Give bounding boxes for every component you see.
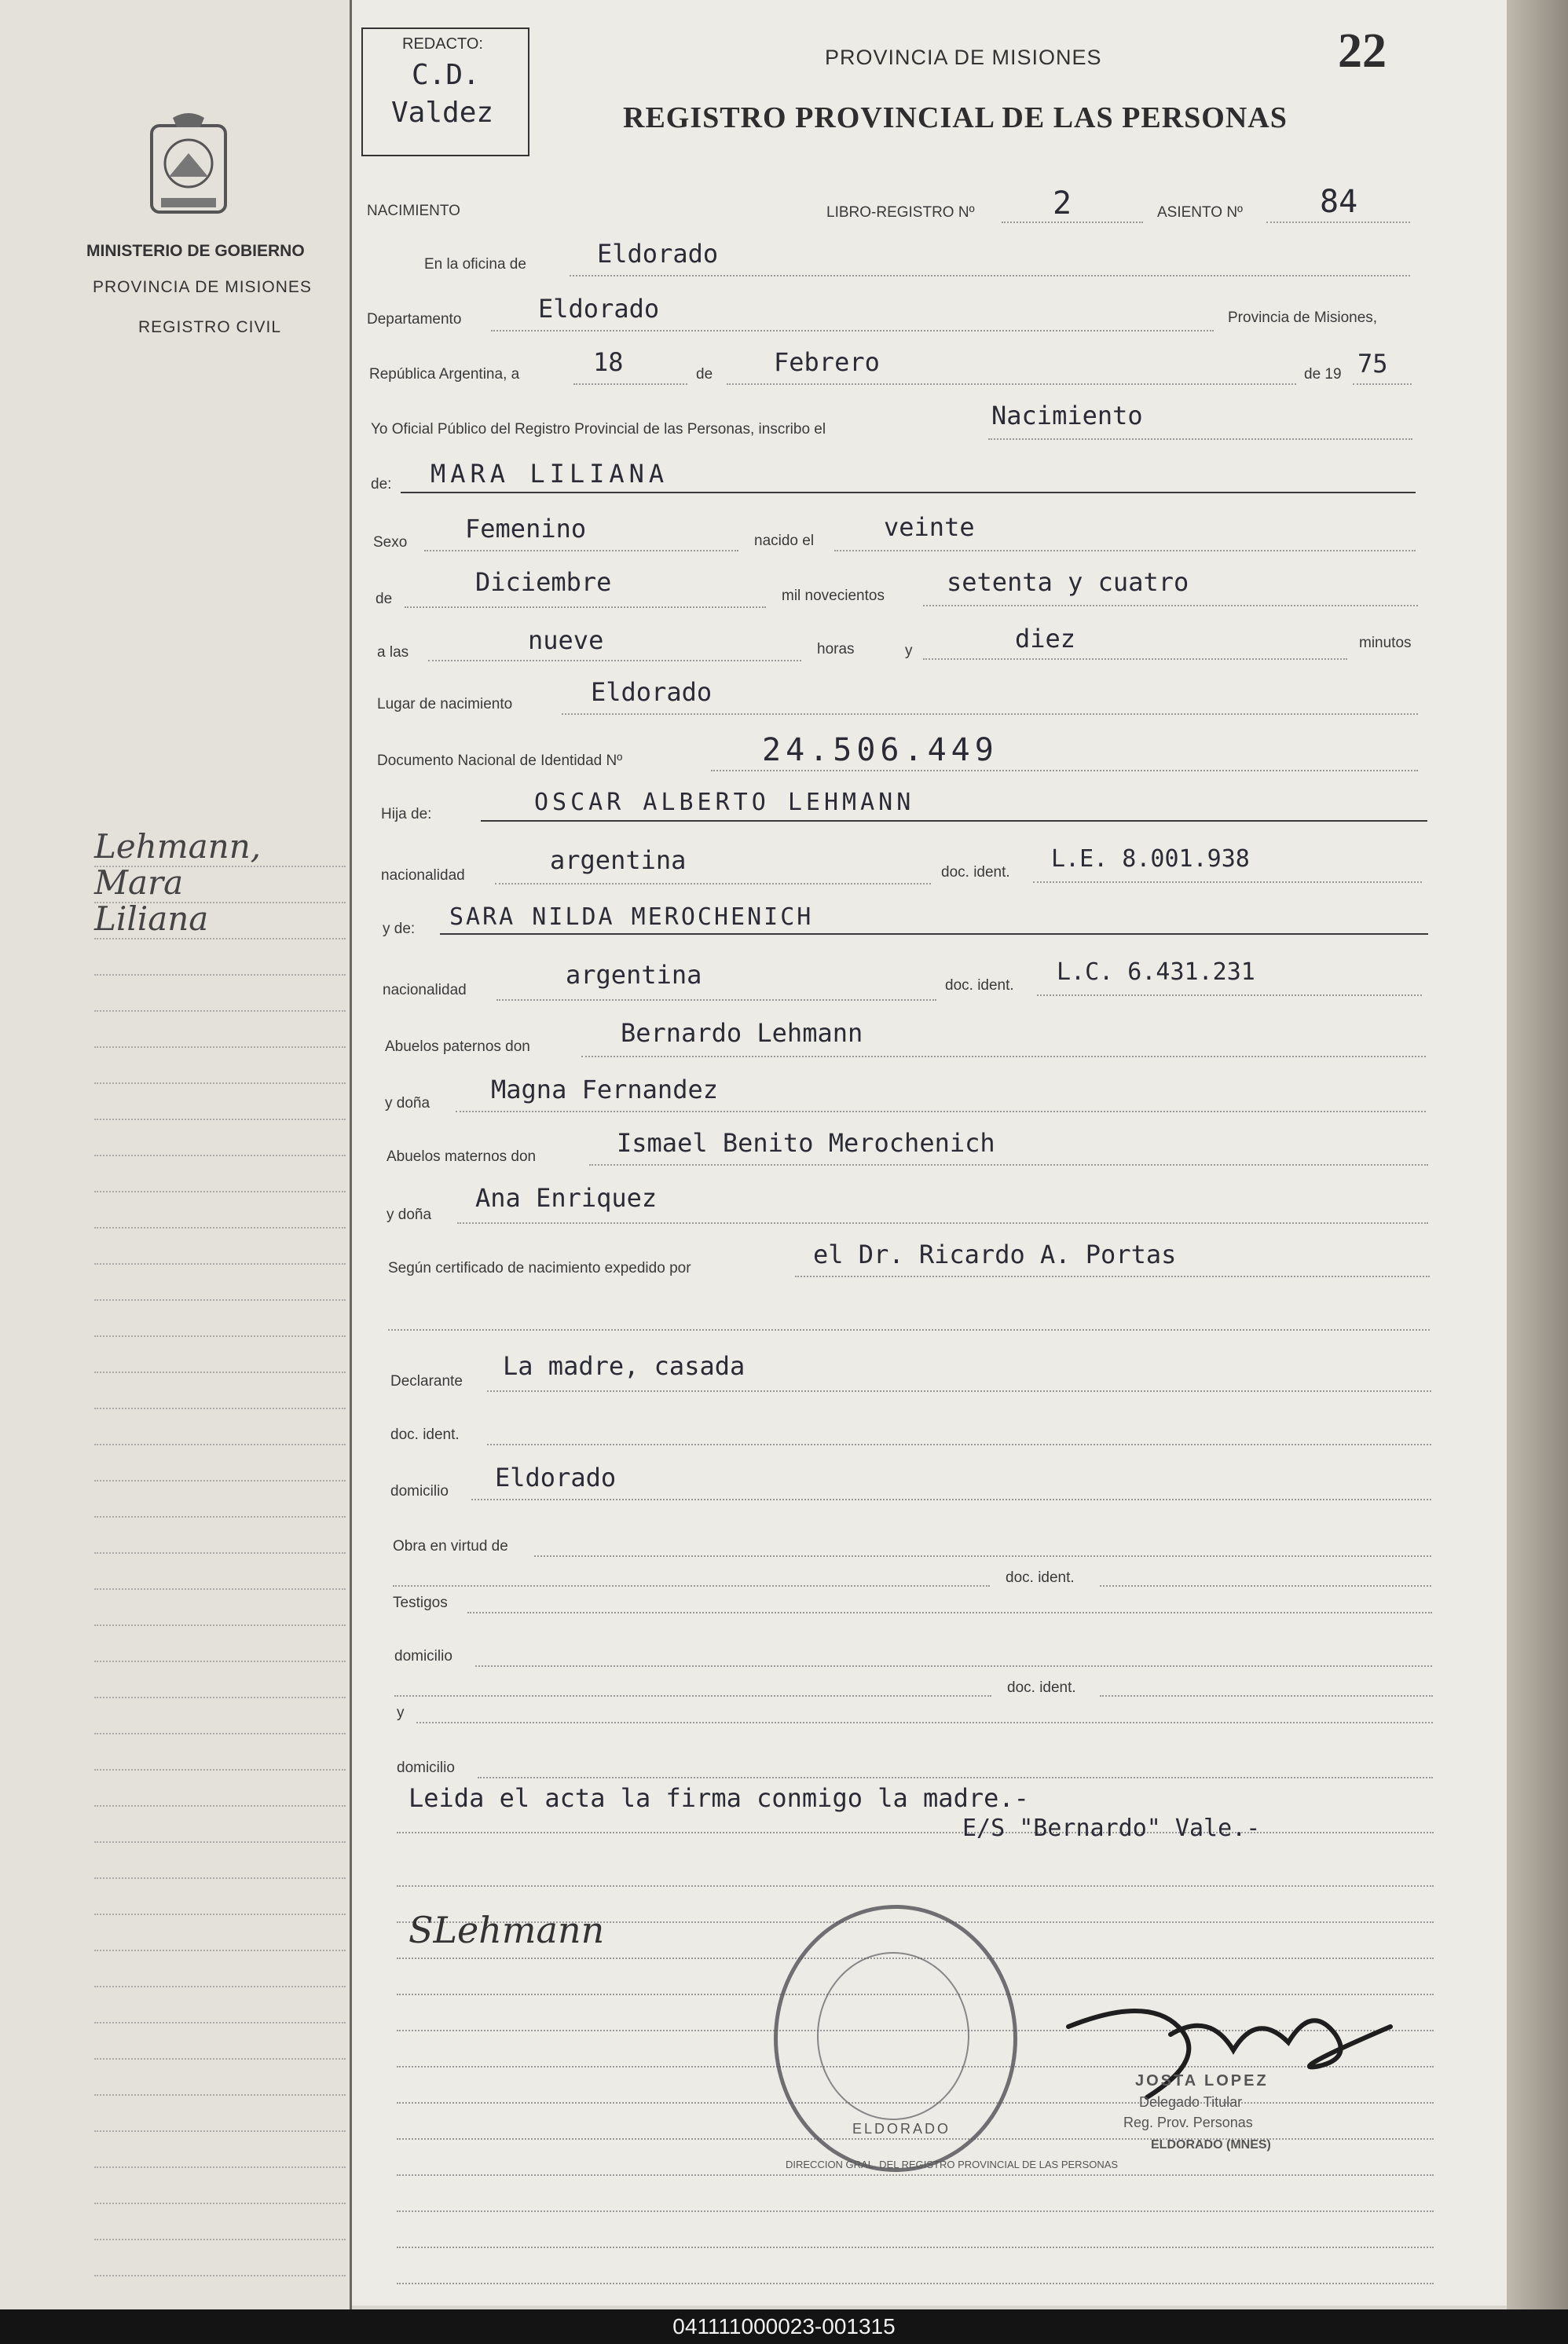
asiento-value: 84 <box>1320 184 1358 220</box>
image-code-footer: 041111000023-001315 <box>0 2309 1568 2344</box>
dotted-line <box>1100 1695 1433 1697</box>
docident-3-label: doc. ident. <box>1007 1679 1076 1696</box>
dotted-line <box>394 1695 991 1697</box>
margin-ruled-line <box>94 2094 346 2096</box>
margin-ruled-line <box>94 1661 346 1662</box>
margin-note-name <box>94 829 261 937</box>
oficial-text: Yo Oficial Público del Registro Provincial de las Personas, inscribo el <box>371 421 826 438</box>
domicilio-3-label: domicilio <box>397 1760 455 1776</box>
margin-ruled-line <box>94 1227 346 1229</box>
redacto-box <box>361 27 529 156</box>
province-heading: PROVINCIA DE MISIONES <box>825 46 1102 69</box>
stamp-place: ELDORADO <box>852 2121 951 2137</box>
departamento-value: Eldorado <box>538 294 660 324</box>
abuelo-paterno: Bernardo Lehmann <box>621 1018 863 1048</box>
anio-prefix: de 19 <box>1304 366 1342 383</box>
dotted-line <box>988 438 1412 440</box>
y2-label: y <box>397 1705 405 1721</box>
dotted-line <box>405 606 766 608</box>
dotted-line <box>923 658 1347 660</box>
dotted-line <box>478 1777 1433 1778</box>
horas-value: nueve <box>528 625 604 655</box>
dotted-line <box>496 999 936 1001</box>
republica-label: República Argentina, a <box>369 366 520 383</box>
stamp-text: DIRECCION GRAL. DEL REGISTRO PROVINCIAL DE LAS PERSONAS <box>786 2159 1119 2170</box>
margin-ruled-line <box>94 902 346 903</box>
dotted-line <box>397 2210 1434 2212</box>
a-las-label: a las <box>377 644 409 661</box>
margin-ruled-line <box>94 1805 346 1807</box>
hijo-label: Hija de: <box>381 806 432 822</box>
dotted-line <box>475 1665 1432 1667</box>
minutos-label: minutos <box>1359 635 1412 651</box>
nacionalidad-1-value: argentina <box>550 845 687 875</box>
father-underline <box>481 820 1427 822</box>
margin-ruled-line <box>94 1010 346 1012</box>
father-name: OSCAR ALBERTO LEHMANN <box>534 789 915 816</box>
dotted-line <box>1100 1585 1431 1587</box>
official-name: JOSTA LOPEZ <box>1135 2072 1269 2089</box>
margin-ruled-line <box>94 1155 346 1156</box>
dotted-line <box>795 1276 1430 1277</box>
docident-2-label: doc. ident. <box>1006 1569 1075 1586</box>
dotted-line <box>456 1111 1426 1112</box>
minutos-value: diez <box>1015 624 1076 654</box>
ministry-line-2: PROVINCIA DE MISIONES <box>93 278 312 296</box>
margin-ruled-line <box>94 2239 346 2240</box>
margin-ruled-line <box>94 1588 346 1590</box>
margin-ruled-line <box>94 1046 346 1048</box>
margin-ruled-line <box>94 1480 346 1481</box>
obra-label: Obra en virtud de <box>393 1538 508 1555</box>
doc-1-value: L.E. 8.001.938 <box>1051 845 1250 873</box>
departamento-label: Departamento <box>367 311 462 328</box>
abuelos-maternos-label: Abuelos maternos don <box>387 1148 537 1165</box>
lugar-label: Lugar de nacimiento <box>377 696 513 712</box>
closing-note-2: E/S "Bernardo" Vale.- <box>962 1815 1261 1842</box>
province-emblem-icon <box>145 110 232 220</box>
official-place: ELDORADO (MNES) <box>1151 2138 1271 2152</box>
margin-ruled-line <box>94 1841 346 1843</box>
margin-ruled-line <box>94 1082 346 1084</box>
dotted-line <box>1037 994 1422 996</box>
margin-ruled-line <box>94 866 346 867</box>
de-colon-label: de: <box>371 476 392 493</box>
ydona-1-label: y doña <box>385 1095 430 1112</box>
dotted-line <box>388 1329 1430 1331</box>
fecha-mes: Febrero <box>774 347 880 377</box>
dotted-line <box>711 770 1418 771</box>
dotted-line <box>1033 881 1422 883</box>
domicilio-value: Eldorado <box>495 1463 617 1492</box>
margin-ruled-line <box>94 1950 346 1951</box>
domicilio-2-label: domicilio <box>394 1648 452 1665</box>
horas-label: horas <box>817 641 855 657</box>
dotted-line <box>1266 222 1410 223</box>
oficina-value: Eldorado <box>597 239 719 269</box>
margin-ruled-line <box>94 1769 346 1771</box>
official-title-2: Reg. Prov. Personas <box>1123 2115 1253 2130</box>
nacionalidad-1-label: nacionalidad <box>381 867 465 884</box>
dotted-line <box>573 383 687 385</box>
margin-ruled-line <box>94 1299 346 1301</box>
dotted-line <box>727 383 1296 385</box>
libro-value: 2 <box>1053 185 1072 222</box>
lugar-value: Eldorado <box>591 677 713 707</box>
dotted-line <box>1353 383 1412 385</box>
y-label: y <box>905 643 913 659</box>
dotted-line <box>534 1555 1431 1557</box>
margin-ruled-line <box>94 1624 346 1626</box>
dotted-line <box>397 2283 1434 2284</box>
margin-ruled-line <box>94 1263 346 1265</box>
margin-ruled-line <box>94 2022 346 2024</box>
nacido-label: nacido el <box>754 533 815 549</box>
domicilio-label: domicilio <box>390 1483 449 1500</box>
margin-ruled-line <box>94 1516 346 1518</box>
dotted-line <box>467 1612 1432 1613</box>
dotted-line <box>491 330 1214 331</box>
dotted-line <box>570 275 1410 277</box>
closing-note-1: Leida el acta la firma conmigo la madre.- <box>408 1783 1029 1813</box>
redacto-initials: C.D. <box>412 59 480 91</box>
declarante-label: Declarante <box>390 1373 463 1390</box>
ydona-2-label: y doña <box>387 1207 432 1223</box>
margin-ruled-line <box>94 1697 346 1698</box>
dotted-line <box>1002 222 1143 223</box>
ministry-line-1: MINISTERIO DE GOBIERNO <box>86 242 305 260</box>
margin-ruled-line <box>94 1372 346 1373</box>
dotted-line <box>487 1390 1431 1392</box>
dni-value: 24.506.449 <box>762 732 998 768</box>
book-edge <box>1507 0 1568 2309</box>
nacido-anio: setenta y cuatro <box>947 567 1189 597</box>
margin-ruled-line <box>94 1408 346 1409</box>
dni-label: Documento Nacional de Identidad Nº <box>377 753 623 769</box>
margin-ruled-line <box>94 1335 346 1337</box>
dotted-line <box>581 1056 1426 1057</box>
margin-note-line-3: Liliana <box>94 899 209 938</box>
sexo-value: Femenino <box>465 514 587 544</box>
provincia-suffix: Provincia de Misiones, <box>1228 309 1378 326</box>
abuelo-materno: Ismael Benito Merochenich <box>617 1128 995 1158</box>
de-label: de <box>696 366 713 383</box>
dotted-line <box>397 1832 1434 1833</box>
abuelos-paternos-label: Abuelos paternos don <box>385 1038 530 1055</box>
dotted-line <box>923 605 1418 606</box>
margin-ruled-line <box>94 1877 346 1879</box>
libro-label: LIBRO-REGISTRO Nº <box>826 204 975 221</box>
margin-ruled-line <box>94 974 346 976</box>
margin-note-line-1: Lehmann, <box>94 827 262 866</box>
declarant-signature: SLehmann <box>408 1909 605 1951</box>
doc-2-label: doc. ident. <box>945 977 1014 994</box>
docident-label: doc. ident. <box>390 1427 460 1443</box>
margin-ruled-line <box>94 1119 346 1120</box>
declarante-value: La madre, casada <box>503 1351 746 1381</box>
nacionalidad-2-value: argentina <box>566 960 702 990</box>
oficina-label: En la oficina de <box>424 256 526 273</box>
dotted-line <box>457 1222 1428 1224</box>
dotted-line <box>487 1444 1431 1445</box>
de2-label: de <box>376 591 393 607</box>
dotted-line <box>397 2247 1434 2248</box>
dotted-line <box>471 1499 1431 1500</box>
dotted-line <box>397 1885 1434 1887</box>
dotted-line <box>428 660 801 661</box>
official-seal-inner <box>817 1952 969 2120</box>
margin-ruled-line <box>94 938 346 939</box>
fecha-dia: 18 <box>593 347 624 377</box>
nacionalidad-2-label: nacionalidad <box>383 982 467 998</box>
margin-ruled-line <box>94 2203 346 2204</box>
margin-ruled-line <box>94 1733 346 1734</box>
redacto-label: REDACTO: <box>402 35 483 53</box>
mother-name: SARA NILDA MEROCHENICH <box>449 903 814 931</box>
inscribo-value: Nacimiento <box>991 401 1143 430</box>
registered-name: MARA LILIANA <box>430 459 669 489</box>
dotted-line <box>393 1585 990 1587</box>
record-type-label: NACIMIENTO <box>367 203 460 219</box>
dotted-line <box>589 1164 1428 1166</box>
abuela-materna: Ana Enriquez <box>475 1183 658 1213</box>
nacido-dia: veinte <box>884 512 975 542</box>
certificado-label: Según certificado de nacimiento expedido por <box>388 1260 691 1276</box>
margin-ruled-line <box>94 2166 346 2168</box>
mother-underline <box>440 933 1428 935</box>
official-title-1: Delegado Titular <box>1139 2094 1243 2110</box>
redacto-name: Valdez <box>391 97 494 129</box>
yde-label: y de: <box>383 921 416 937</box>
name-underline <box>401 492 1416 493</box>
dotted-line <box>834 550 1416 551</box>
doc-2-value: L.C. 6.431.231 <box>1057 958 1255 986</box>
dotted-line <box>562 713 1418 715</box>
margin-ruled-line <box>94 1552 346 1554</box>
margin-ruled-line <box>94 1914 346 1915</box>
margin-ruled-line <box>94 1444 346 1445</box>
nacido-mes: Diciembre <box>475 567 612 597</box>
dotted-line <box>424 550 738 551</box>
margin-ruled-line <box>94 2058 346 2060</box>
margin-ruled-line <box>94 2130 346 2132</box>
page-title: REGISTRO PROVINCIAL DE LAS PERSONAS <box>623 101 1288 134</box>
margin-ruled-line <box>94 2275 346 2276</box>
sexo-label: Sexo <box>373 534 408 551</box>
doc-1-label: doc. ident. <box>941 864 1010 881</box>
certificado-value: el Dr. Ricardo A. Portas <box>813 1240 1177 1269</box>
margin-note-line-2: Mara <box>94 863 184 902</box>
mil-label: mil novecientos <box>782 588 885 604</box>
page-number: 22 <box>1338 24 1387 78</box>
margin-ruled-line <box>94 1986 346 1987</box>
ministry-line-3: REGISTRO CIVIL <box>138 318 282 336</box>
testigos-label: Testigos <box>393 1595 448 1611</box>
dotted-line <box>495 883 931 884</box>
asiento-label: ASIENTO Nº <box>1157 204 1243 221</box>
dotted-line <box>397 2174 1434 2176</box>
dotted-line <box>416 1722 1433 1723</box>
anio-value: 75 <box>1357 349 1388 379</box>
margin-ruled-line <box>94 1191 346 1192</box>
abuela-paterna: Magna Fernandez <box>491 1075 718 1104</box>
